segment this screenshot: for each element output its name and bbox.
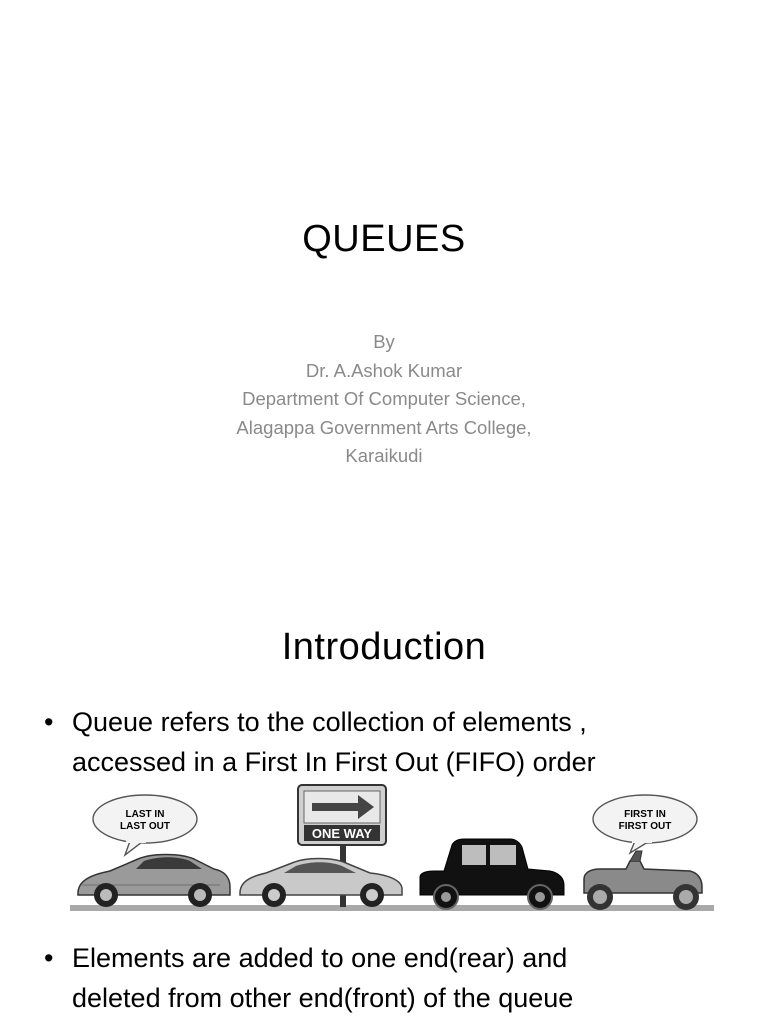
author-name: Dr. A.Ashok Kumar	[305, 359, 463, 381]
bullet-line: deleted from other end(front) of the queue	[72, 983, 574, 1013]
bullet-line: accessed in a First In First Out (FIFO) order	[72, 747, 596, 777]
bubble-text: LAST IN	[125, 809, 165, 820]
author-department: Department Of Computer Science,	[242, 388, 526, 409]
bubble-text: FIRST IN	[624, 809, 666, 820]
bubble-text: FIRST OUT	[618, 821, 672, 832]
sedan-car-icon	[240, 859, 402, 908]
last-in-bubble	[93, 795, 197, 855]
bullet-marker: •	[44, 707, 54, 737]
author-by-line: By	[373, 331, 395, 352]
section-title: Introduction	[281, 626, 487, 668]
author-city: Karaikudi	[345, 445, 423, 466]
bubble-text: LAST OUT	[120, 821, 170, 832]
sports-car-icon	[78, 855, 230, 908]
queue-illustration	[70, 781, 714, 921]
road-line	[70, 905, 714, 911]
author-college: Alagappa Government Arts College,	[236, 416, 532, 438]
bullet-line: Elements are added to one end(rear) and	[72, 943, 568, 973]
introduction-slide	[0, 576, 768, 1024]
slide-title: QUEUES	[302, 218, 466, 260]
sign-text: ONE WAY	[311, 826, 373, 841]
first-in-bubble	[593, 795, 697, 853]
author-block	[0, 328, 768, 471]
vintage-open-car-icon	[584, 851, 702, 910]
bullet-marker: •	[44, 943, 54, 973]
vintage-black-car-icon	[420, 839, 564, 909]
bullet-line: Queue refers to the collection of elements ,	[72, 707, 587, 737]
